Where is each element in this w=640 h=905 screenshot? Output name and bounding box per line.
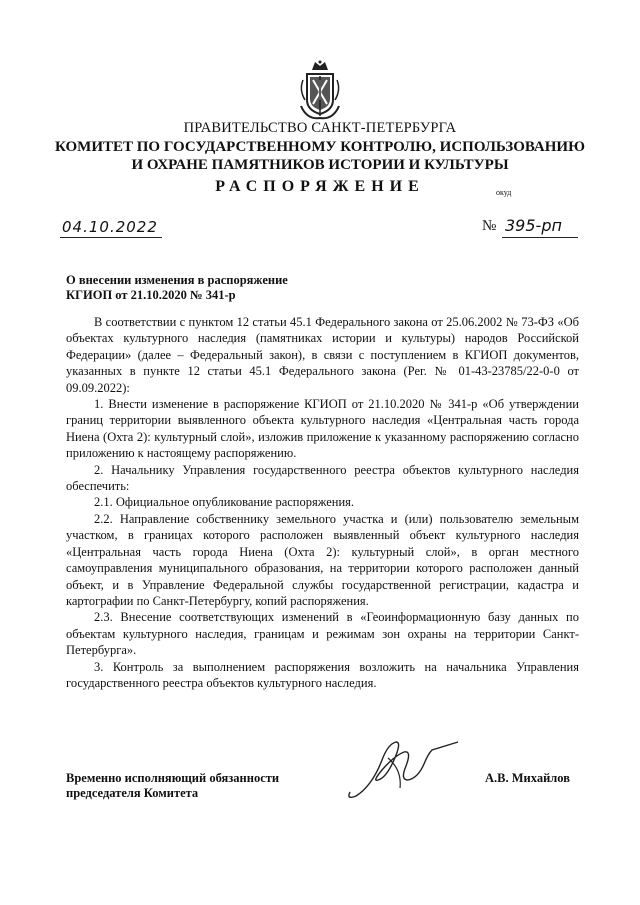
body-paragraph: 2.1. Официальное опубликование распоряжения. xyxy=(94,495,355,510)
document-date: 04.10.2022 xyxy=(62,218,158,236)
number-prefix: № xyxy=(482,218,497,234)
committee-name-line2: И ОХРАНЕ ПАМЯТНИКОВ ИСТОРИИ И КУЛЬТУРЫ xyxy=(131,157,509,173)
signatory-position-line2: председателя Комитета xyxy=(66,786,199,800)
body-paragraph: 2.2. Направление собственнику земельного участка и (или) пользователю земельным участком, в границах которого расположен выявленный объект культурного наследия «Центральная часть города Ниена (Охта 2): культурный слой», в орган местного самоуправления муниципального образования, на территории которого расположен данный объект, и в Управление Федеральной службы государственной регистрации, кадастра и картографии по Санкт-Петербургу, копий распоряжения. xyxy=(66,511,579,608)
number-underline xyxy=(502,237,578,238)
committee-name-line1: КОМИТЕТ ПО ГОСУДАРСТВЕННОМУ КОНТРОЛЮ, ИСПОЛЬЗОВАНИЮ xyxy=(55,139,585,155)
document-title-line1: О внесении изменения в распоряжение xyxy=(66,273,288,287)
coat-of-arms-icon xyxy=(297,60,343,122)
body-paragraph: В соответствии с пунктом 12 статьи 45.1 Федерального закона от 25.06.2002 № 73-ФЗ «Об объектах культурного наследия (памятниках истории и культуры) народов Российской Федерации» (далее – Федеральный закон), в связи с поступлением в КГИОП документов, указанных в пункте 12 статьи 45.1 Федерального закона (Рег. № 01-43-23785/22-0-0 от 09.09.2022): xyxy=(66,315,579,395)
document-number: 395-рп xyxy=(505,216,562,235)
signatory-position-line1: Временно исполняющий обязанности xyxy=(66,771,280,785)
body-paragraph: 3. Контроль за выполнением распоряжения возложить на начальника Управления государственного реестра объектов культурного наследия. xyxy=(66,659,579,690)
handwritten-signature xyxy=(342,730,462,804)
government-name: ПРАВИТЕЛЬСТВО САНКТ-ПЕТЕРБУРГА xyxy=(183,120,457,136)
date-underline xyxy=(60,237,162,238)
signatory-name: А.В. Михайлов xyxy=(485,771,570,785)
body-paragraph: 2.3. Внесение соответствующих изменений в «Геоинформационную базу данных по объектам культурного наследия, границам и режимам зон охраны на территории Санкт-Петербурга». xyxy=(66,610,579,658)
document-type: РАСПОРЯЖЕНИЕ xyxy=(215,178,425,195)
body-paragraph: 2. Начальнику Управления государственного реестра объектов культурного наследия обеспечить: xyxy=(66,462,579,494)
document-body xyxy=(66,314,579,691)
okud-label: окуд xyxy=(496,188,512,197)
body-paragraph: 1. Внести изменение в распоряжение КГИОП от 21.10.2020 № 341-р «Об утверждении границ территории выявленного объекта культурного наследия «Центральная часть города Ниена (Охта 2): культурный слой», изложив приложение к указанному распоряжению согласно приложению к настоящему распоряжению. xyxy=(66,397,579,461)
document-title-line2: КГИОП от 21.10.2020 № 341-р xyxy=(66,288,236,302)
